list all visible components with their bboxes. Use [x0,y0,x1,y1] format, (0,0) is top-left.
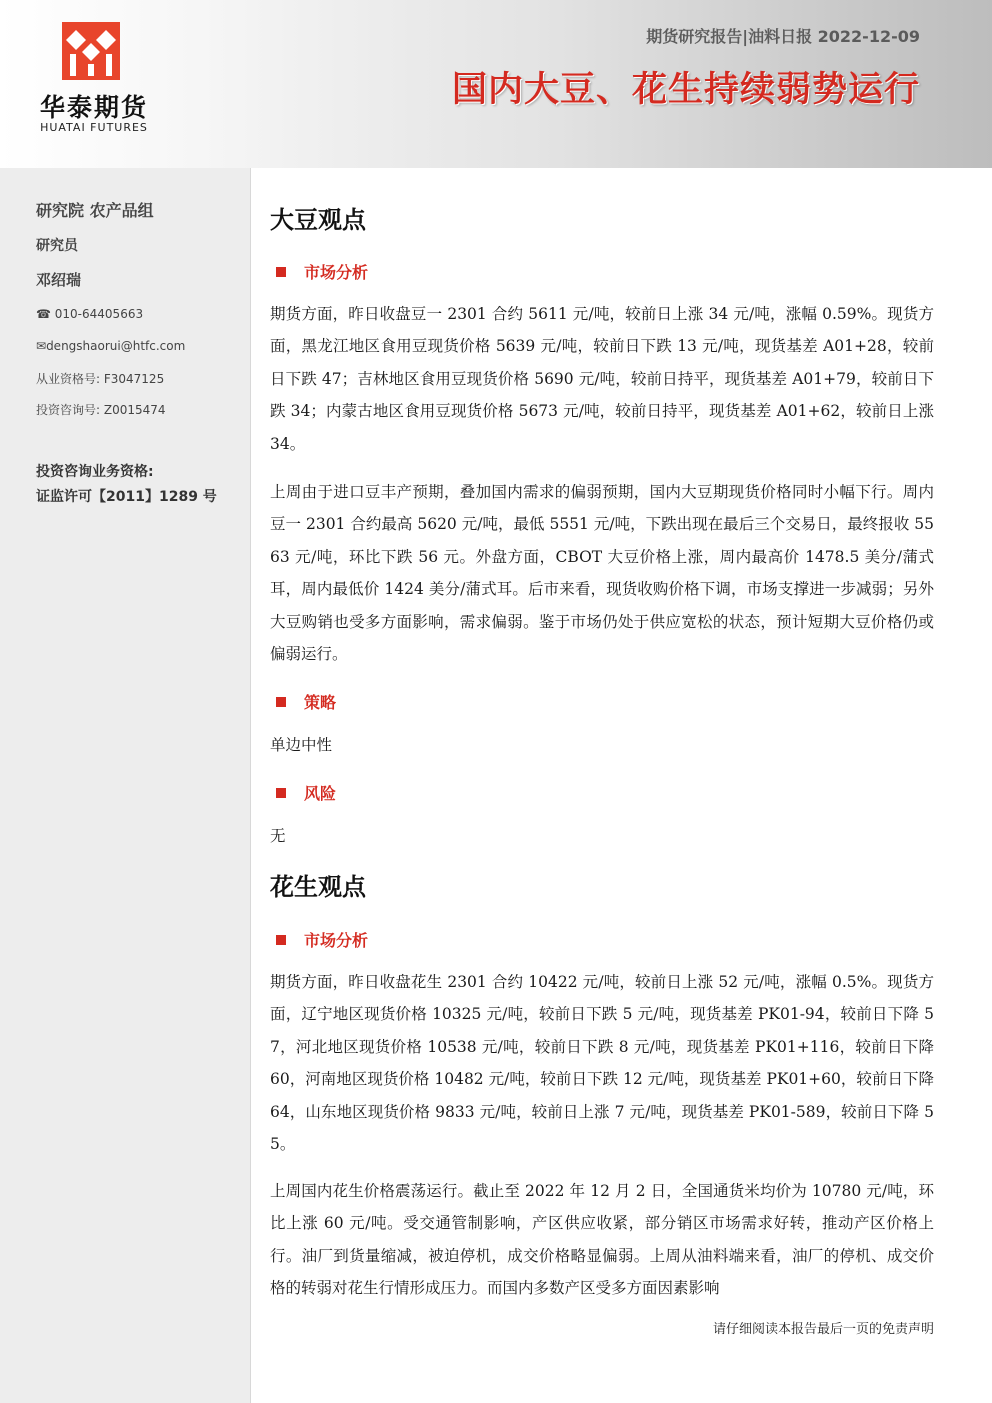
peanut-market-heading [276,928,368,951]
company-name-en: HUATAI FUTURES [40,121,148,134]
soy-market-para-1: 期货方面，昨日收盘豆一 2301 合约 5611 元/吨，较前日上涨 34 元/吨，涨幅 0.59%。现货方面，黑龙江地区食用豆现货价格 5639 元/吨，较前日下跌 13 元/吨，现货基差 A01+28，较前日下跌 47；吉林地区食用豆现货价格 5690 元/吨，较前日持平，现货基差 A01+79，较前日下跌 34；内蒙古地区食用豆现货价格 5673 元/吨，较前日持平，现货基差 A01+62，较前日上涨 34。 [270,305,934,453]
phone-number: 010-64405663 [54,307,144,321]
square-bullet-icon [276,788,286,798]
soy-market-heading [276,260,368,283]
company-name-cn: 华泰期货 [39,93,148,122]
qualification-label: 投资咨询业务资格: [36,464,154,480]
square-bullet-icon [276,935,286,945]
report-title: 国内大豆、花生持续弱势运行 [451,70,920,110]
email-address[interactable]: dengshaorui@htfc.com [46,339,186,353]
peanut-market-label: 市场分析 [304,931,369,950]
soy-risk-text: 无 [270,827,286,845]
author-sidebar [0,168,251,1403]
report-header [0,0,992,168]
phone-line [36,307,143,321]
practice-cert: 从业资格号: F3047125 [36,372,165,386]
report-type: 期货研究报告|油料日报 2022-12-09 [646,27,920,46]
soy-market-para-2: 上周由于进口豆丰产预期，叠加国内需求的偏弱预期，国内大豆期现货价格同时小幅下行。周内豆一 2301 合约最高 5620 元/吨，最低 5551 元/吨，下跌出现在最后三个交易日，最终报收 5563 元/吨，环比下跌 56 元。外盘方面，CBOT 大豆价格上涨，周内最高价 1478.5 美分/蒲式耳，周内最低价 1424 美分/蒲式耳。后市来看，现货收购价格下调，市场支撑进一步减弱；另外大豆购销也受多方面影响，需求偏弱。鉴于市场仍处于供应宽松的状态，预计短期大豆价格仍或偏弱运行。 [270,483,934,664]
soy-market-label: 市场分析 [304,263,369,282]
disclaimer-note: 请仔细阅读本报告最后一页的免责声明 [712,1322,934,1337]
envelope-icon: ✉ [36,339,47,353]
soy-risk-label: 风险 [304,784,337,803]
telephone-icon: ☎ [36,307,51,321]
square-bullet-icon [276,267,286,277]
email-line [36,339,185,353]
department: 研究院 农产品组 [36,201,154,220]
author-role: 研究员 [36,238,78,254]
qualification-value: 证监许可【2011】1289 号 [36,489,217,505]
consult-cert: 投资咨询号: Z0015474 [36,403,166,417]
square-bullet-icon [276,697,286,707]
peanut-section-title: 花生观点 [270,873,366,901]
peanut-market-para-2: 上周国内花生价格震荡运行。截止至 2022 年 12 月 2 日，全国通货米均价为 10780 元/吨，环比上涨 60 元/吨。受交通管制影响，产区供应收紧，部分销区市场需求好转，推动产区价格上行。油厂到货量缩减，被迫停机，成交价格略显偏弱。上周从油料端来看，油厂的停机、成交价格的转弱对花生行情形成压力。而国内多数产区受多方面因素影响 [270,1182,934,1298]
soy-strategy-text: 单边中性 [270,736,333,754]
author-name: 邓绍瑞 [36,271,82,289]
peanut-market-para-1: 期货方面，昨日收盘花生 2301 合约 10422 元/吨，较前日上涨 52 元/吨，涨幅 0.5%。现货方面，辽宁地区现货价格 10325 元/吨，较前日下跌 5 元/吨，现货基差 PK01-94，较前日下降 57，河北地区现货价格 10538 元/吨，较前日下跌 8 元/吨，现货基差 PK01+116，较前日下降 60，河南地区现货价格 10482 元/吨，较前日下跌 12 元/吨，现货基差 PK01+60，较前日下降 64，山东地区现货价格 9833 元/吨，较前日上涨 7 元/吨，现货基差 PK01-589，较前日下降 55。 [270,973,934,1154]
soy-strategy-heading [276,690,336,713]
huatai-logo-icon [62,22,120,80]
soy-strategy-label: 策略 [304,693,337,712]
soy-section-title: 大豆观点 [270,206,366,234]
soy-risk-heading [276,781,336,804]
